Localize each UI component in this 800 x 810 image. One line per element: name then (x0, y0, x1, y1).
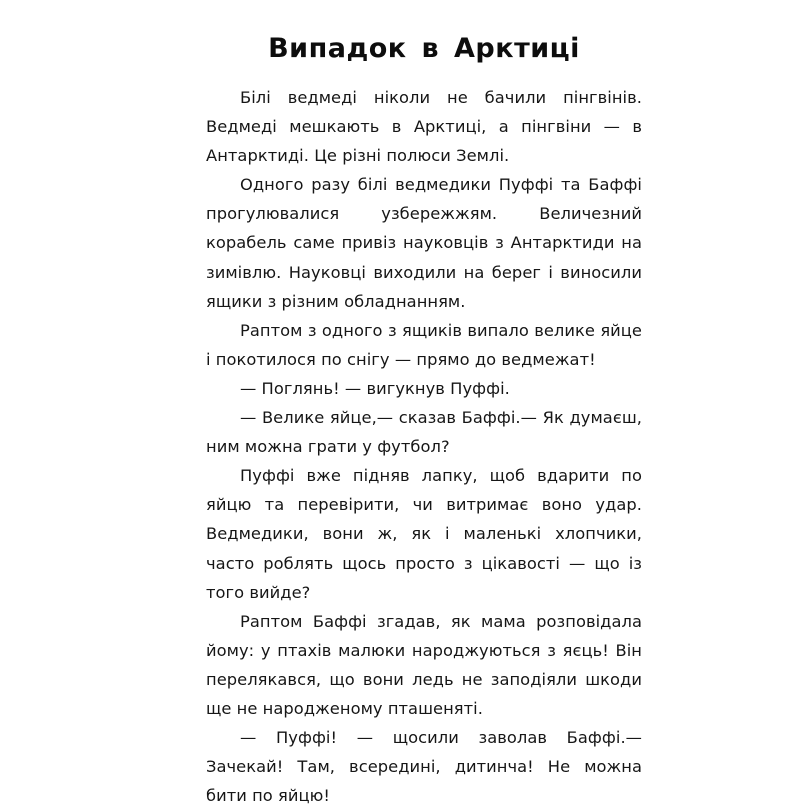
text-column (206, 32, 642, 810)
dialogue-line: — Поглянь! — вигукнув Пуффі. (240, 378, 510, 398)
paragraph: Раптом з одного з ящиків випало велике яйце і покотилося по снігу — прямо до ведмежат! (206, 320, 642, 369)
paragraph: Одного разу білі ведмедики Пуффі та Баффі прогулювалися узбережжям. Величезний корабель саме привіз науковців з Антарктиди на зимівлю. Науковці виходили на берег і виносили ящики з різним обладнанням. (206, 175, 642, 311)
page-title: Випадок в Арктиці (268, 33, 580, 64)
dialogue-line: — Пуффі! — щосили заволав Баффі.— Зачекай! Там, всередині, дитинча! Не можна бити по яйцю! (206, 728, 642, 806)
paragraph: Пуффі вже підняв лапку, щоб вдарити по яйцю та перевірити, чи витримає воно удар. Ведмедики, вони ж, як і маленькі хлопчики, часто роблять щось просто з цікавості — що із того вийде? (206, 466, 642, 602)
story-body (206, 83, 642, 810)
paragraph: Раптом Баффі згадав, як мама розповідала йому: у птахів малюки народжуються з яєць! Він перелякався, що вони ледь не заподіяли шкоди ще не народженому пташеняті. (206, 611, 642, 718)
dialogue-line: — Велике яйце,— сказав Баффі.— Як думаєш, ним можна грати у футбол? (206, 408, 642, 457)
paragraph: Білі ведмеді ніколи не бачили пінгвінів. Ведмеді мешкають в Арктиці, а пінгвіни — в Антарктиді. Це різні полюси Землі. (206, 88, 642, 166)
